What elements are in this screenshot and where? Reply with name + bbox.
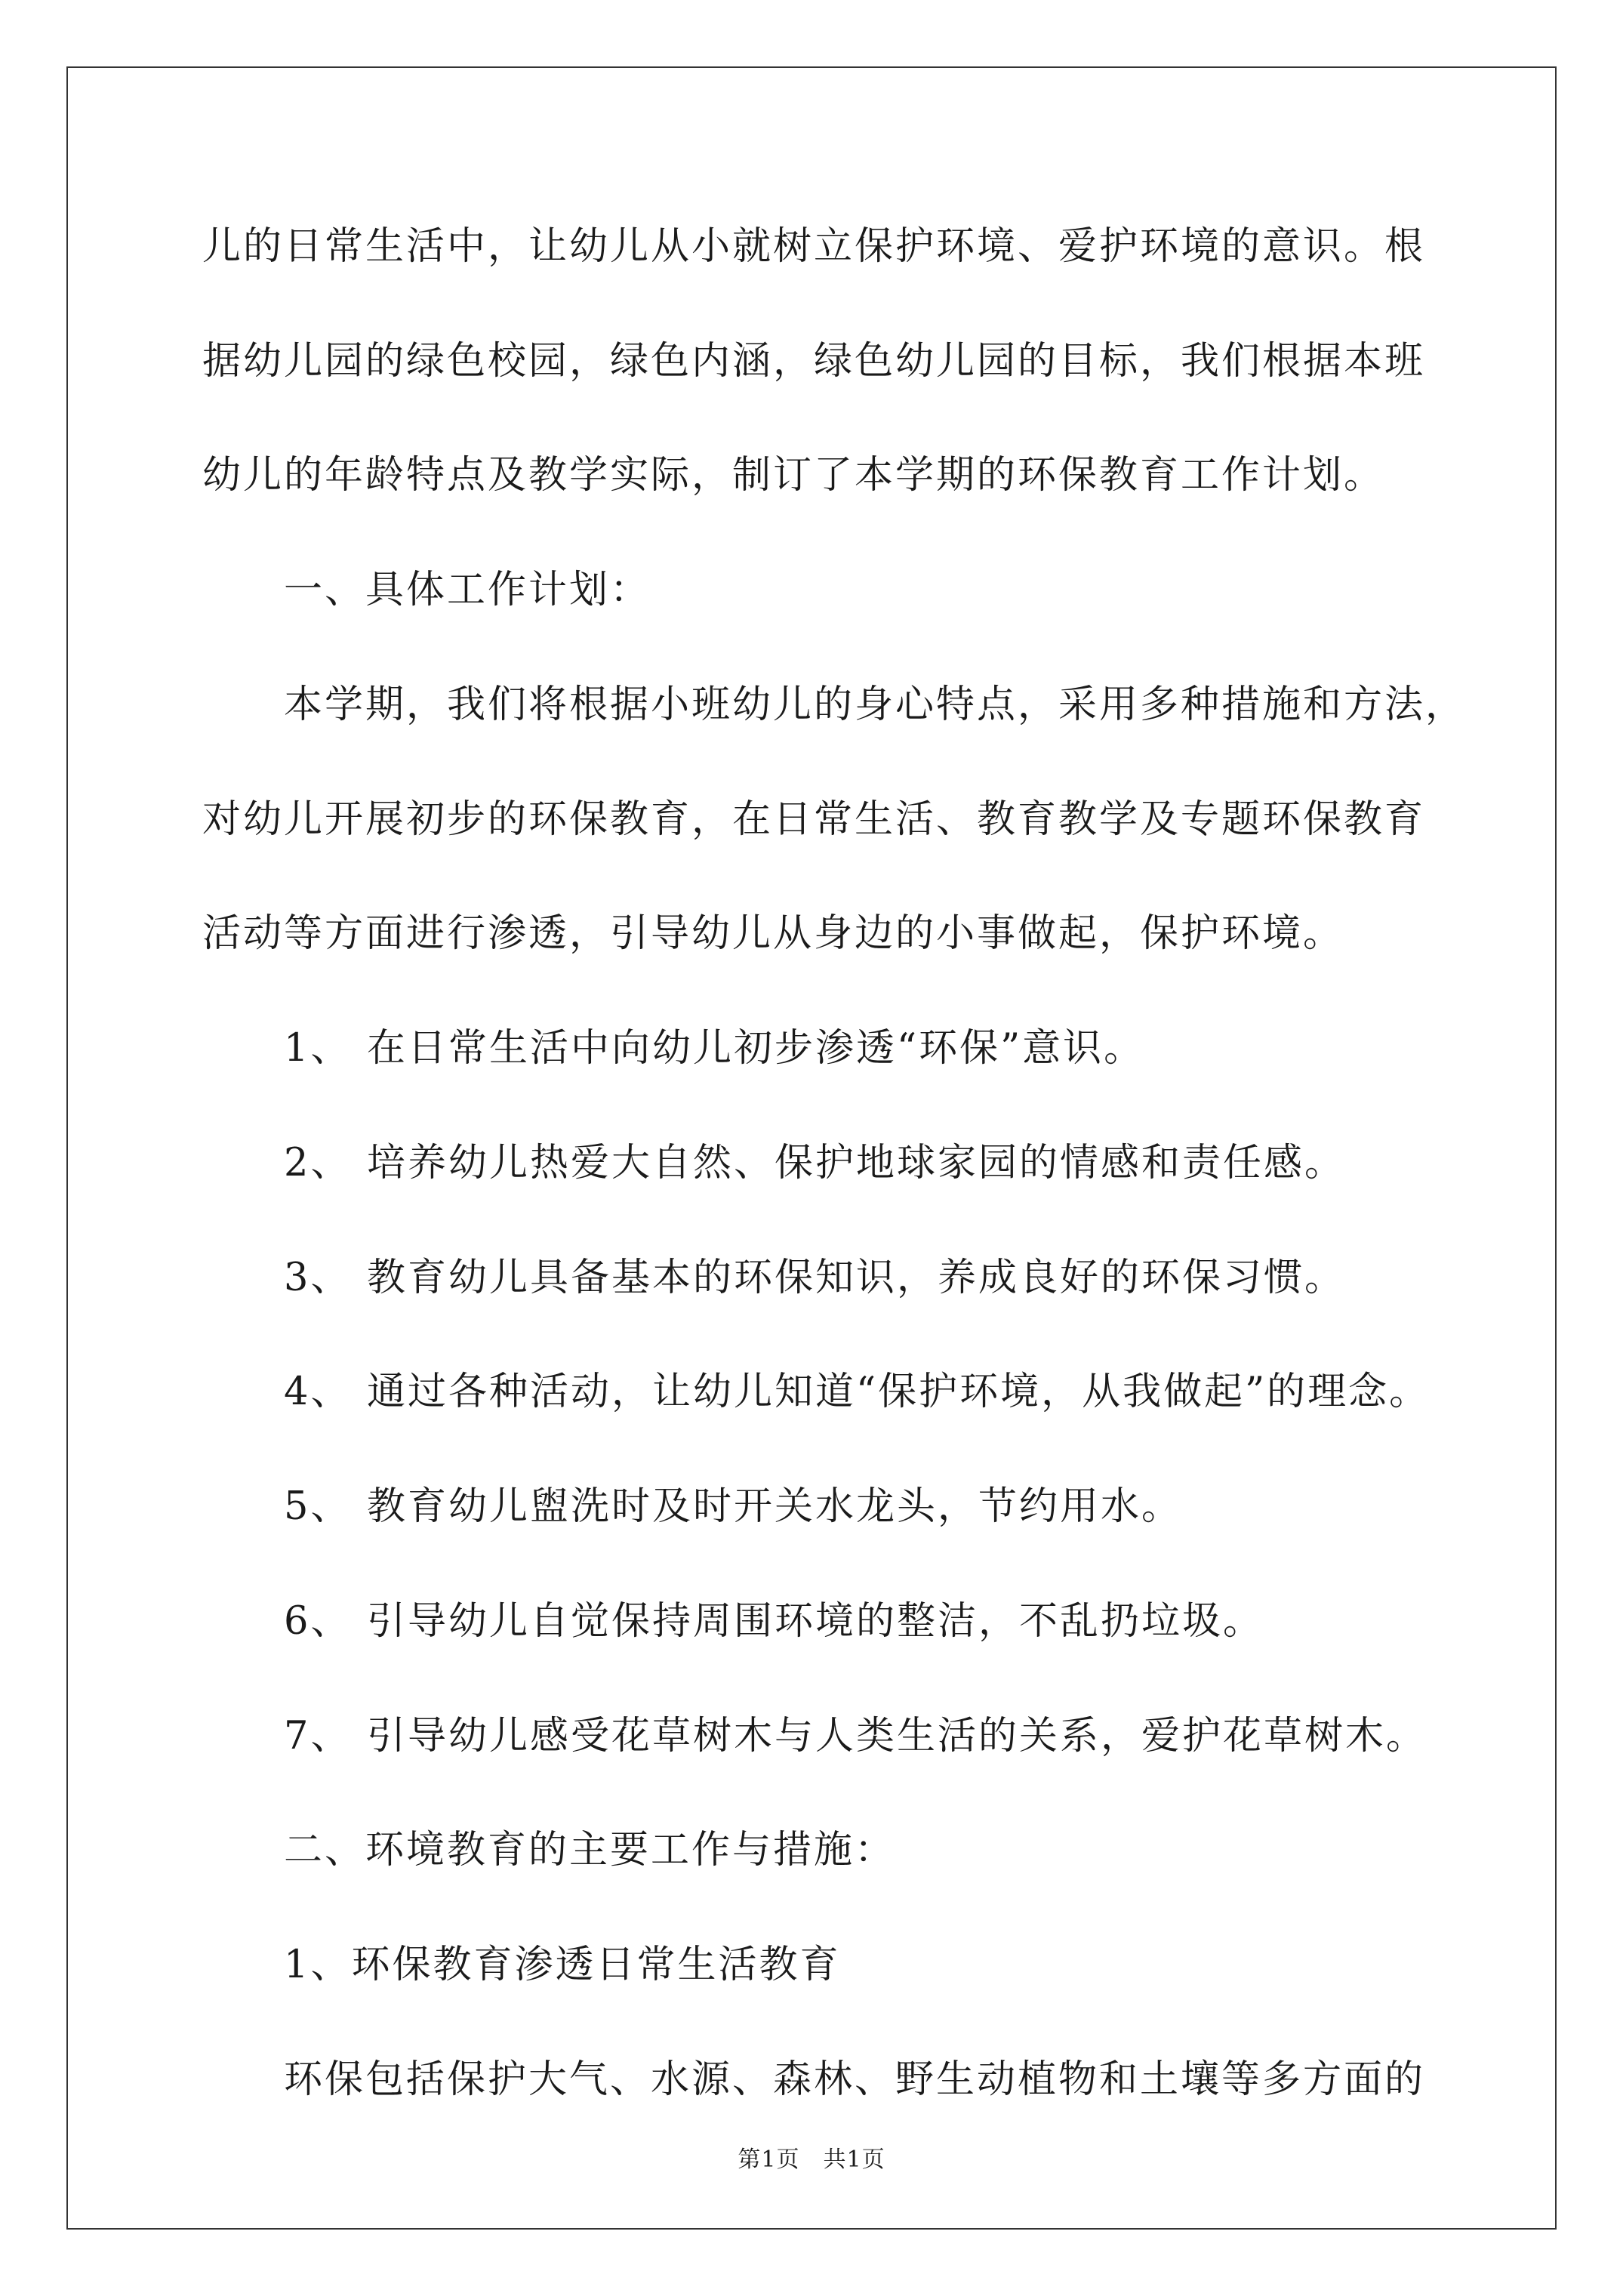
list-item-text: 引导幼儿自觉保持周围环境的整洁，不乱扔垃圾。 [367,1599,1264,1644]
paragraph-line: 环保包括保护大气、水源、森林、野生动植物和土壤等多方面的 [284,2057,1426,2102]
list-item [284,1595,1264,1648]
paragraph-line: 对幼儿开展初步的环保教育，在日常生活、教育教学及专题环保教育 [202,797,1426,842]
list-item-number: 2、 [284,1141,352,1185]
list-item [284,1366,1430,1419]
list-item [284,1137,1345,1190]
paragraph-line: 幼儿的年龄特点及教学实际，制订了本学期的环保教育工作计划。 [202,453,1385,498]
list-item-number: 4、 [284,1370,352,1414]
list-item-text: 通过各种活动，让幼儿知道“保护环境，从我做起”的理念。 [367,1370,1431,1414]
list-item [284,1710,1427,1763]
list-item-text: 教育幼儿盥洗时及时开关水龙头，节约用水。 [367,1484,1183,1529]
section-heading: 一、具体工作计划： [284,568,651,612]
section-heading: 二、环境教育的主要工作与措施： [284,1828,896,1872]
list-item [284,1252,1345,1305]
list-item-text: 在日常生活中向幼儿初步渗透“环保”意识。 [367,1026,1145,1071]
paragraph-line: 据幼儿园的绿色校园，绿色内涵，绿色幼儿园的目标，我们根据本班 [202,339,1426,384]
paragraph-line: 本学期，我们将根据小班幼儿的身心特点，采用多种措施和方法， [284,683,1467,727]
list-item-number: 1、 [284,1026,352,1071]
list-item [284,1022,1144,1075]
list-item-text: 引导幼儿感受花草树木与人类生活的关系，爱护花草树木。 [367,1714,1427,1758]
list-item-text: 教育幼儿具备基本的环保知识，养成良好的环保习惯。 [367,1256,1346,1300]
paragraph-line: 儿的日常生活中，让幼儿从小就树立保护环境、爱护环境的意识。根 [202,224,1426,269]
list-item-number: 5、 [284,1484,352,1529]
subsection-heading: 1、环保教育渗透日常生活教育 [284,1943,841,1987]
list-item-number: 3、 [284,1256,352,1300]
list-item-text: 培养幼儿热爱大自然、保护地球家园的情感和责任感。 [367,1141,1346,1185]
list-item-number: 6、 [284,1599,352,1644]
list-item [284,1481,1182,1533]
list-item-number: 7、 [284,1714,352,1758]
paragraph-line: 活动等方面进行渗透，引导幼儿从身边的小事做起，保护环境。 [202,911,1344,956]
page-footer: 第1页 共1页 [738,2147,885,2173]
